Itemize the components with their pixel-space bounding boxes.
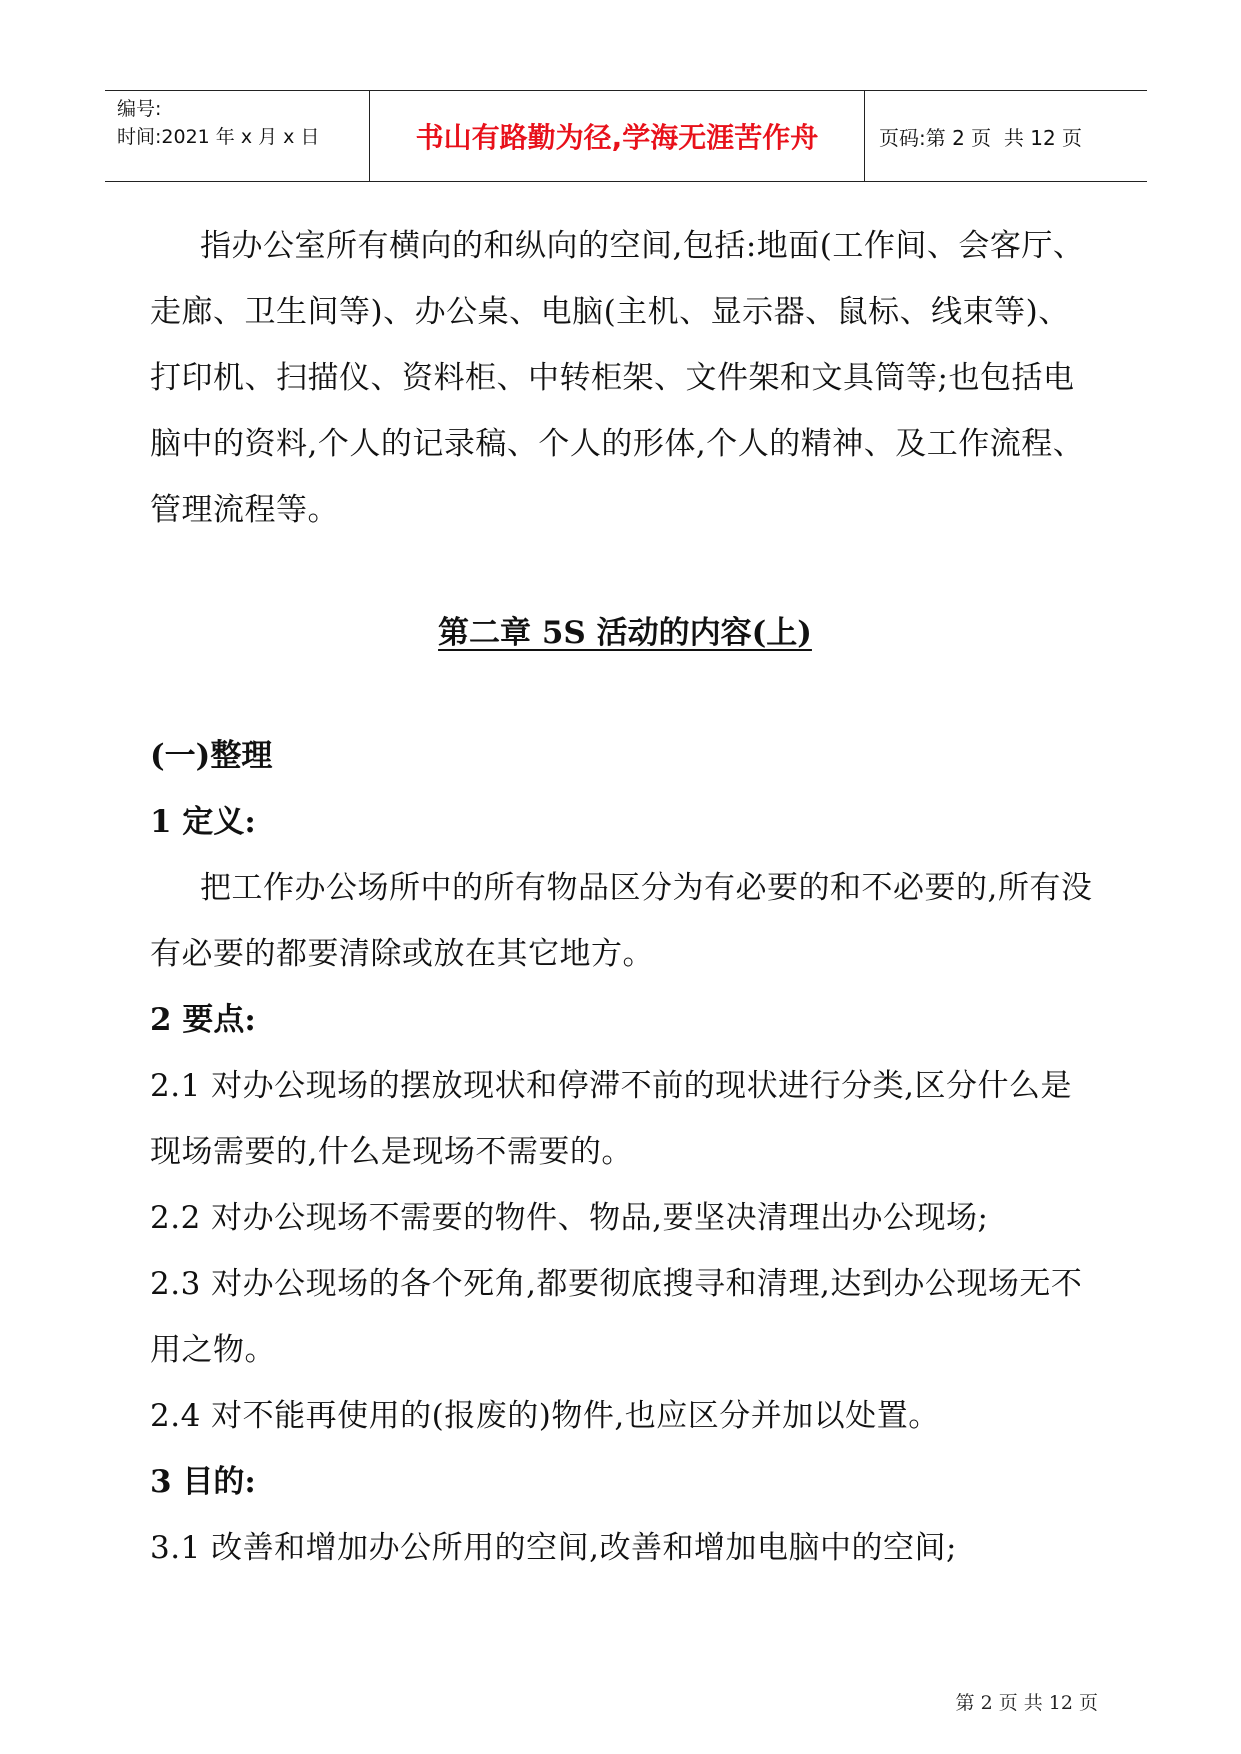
chapter-title-text: 第二章 5S 活动的内容(上) bbox=[438, 615, 812, 651]
chapter-title bbox=[150, 600, 1100, 666]
key-point-item: 2.3 对办公现场的各个死角,都要彻底搜寻和清理,达到办公现场无不用之物。 bbox=[150, 1266, 1083, 1368]
purpose-item: 3.1 改善和增加办公所用的空间,改善和增加电脑中的空间; bbox=[150, 1530, 957, 1566]
document-time-label: 时间:2021 年 x 月 x 日 bbox=[117, 126, 320, 148]
definition-heading: 1 定义: bbox=[150, 804, 256, 840]
key-point-item: 2.2 对办公现场不需要的物件、物品,要坚决清理出办公现场; bbox=[150, 1200, 989, 1236]
document-body bbox=[150, 213, 1100, 1581]
key-point-item: 2.4 对不能再使用的(报废的)物件,也应区分并加以处置。 bbox=[150, 1398, 940, 1434]
key-points-heading: 2 要点: bbox=[150, 1002, 256, 1038]
section-title: (一)整理 bbox=[150, 738, 273, 774]
header-meta-cell bbox=[105, 91, 370, 181]
purpose-heading: 3 目的: bbox=[150, 1464, 256, 1500]
page-header bbox=[105, 90, 1147, 182]
header-motto-cell bbox=[370, 91, 865, 181]
key-point-item: 2.1 对办公现场的摆放现状和停滞不前的现状进行分类,区分什么是现场需要的,什么是现场不需要的。 bbox=[150, 1068, 1073, 1170]
document-number-label: 编号: bbox=[117, 98, 162, 120]
definition-text: 把工作办公场所中的所有物品区分为有必要的和不必要的,所有没有必要的都要清除或放在其它地方。 bbox=[150, 870, 1093, 972]
page-footer: 第 2 页 共 12 页 bbox=[955, 1692, 1098, 1714]
intro-paragraph: 指办公室所有横向的和纵向的空间,包括:地面(工作间、会客厅、走廊、卫生间等)、办公桌、电脑(主机、显示器、鼠标、线束等)、打印机、扫描仪、资料柜、中转柜架、文件架和文具筒等;也包括电脑中的资料,个人的记录稿、个人的形体,个人的精神、及工作流程、管理流程等。 bbox=[150, 228, 1085, 528]
header-page-cell bbox=[865, 91, 1147, 181]
header-page-code: 页码:第 2 页 共 12 页 bbox=[879, 125, 1083, 150]
header-motto: 书山有路勤为径,学海无涯苦作舟 bbox=[415, 121, 819, 154]
